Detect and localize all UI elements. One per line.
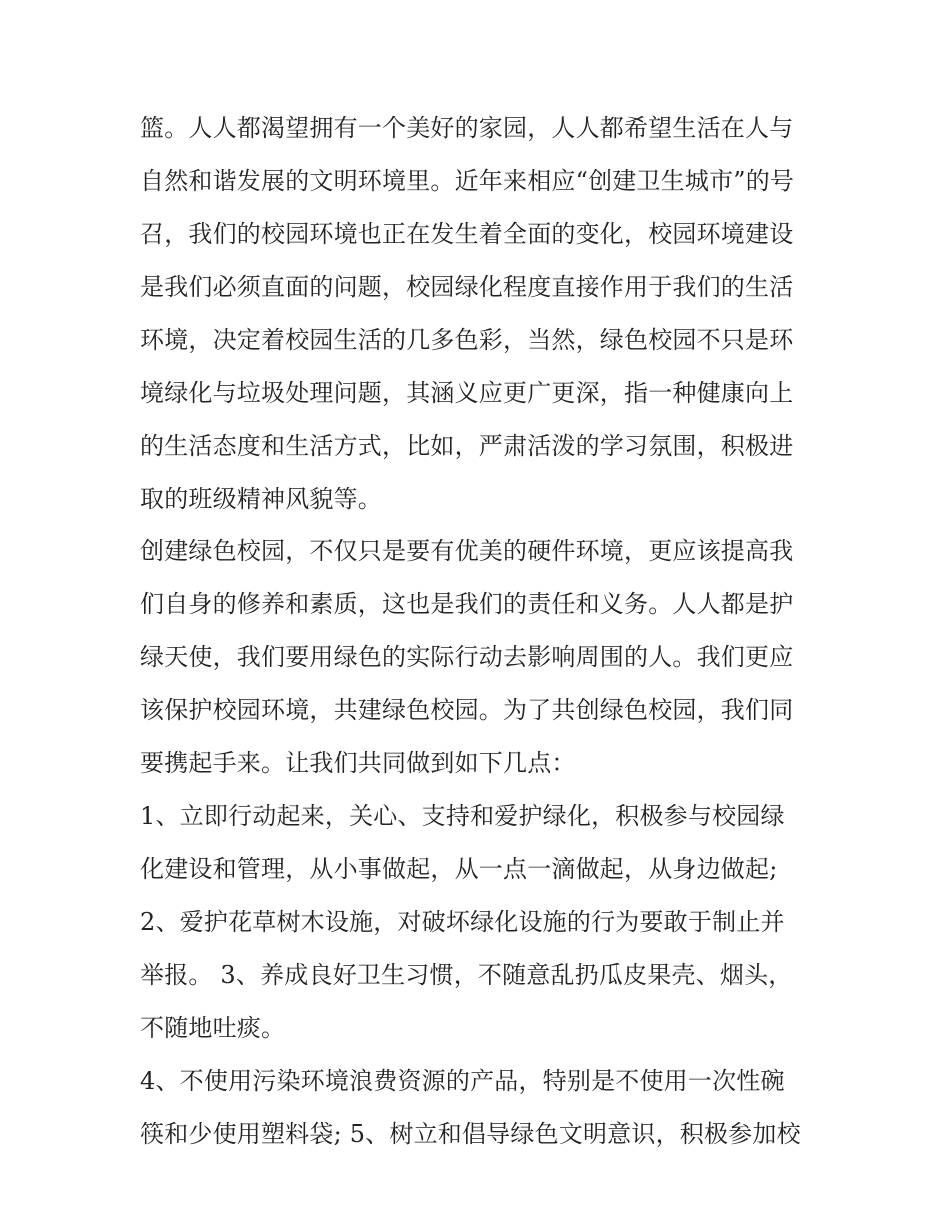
text-line: 的生活态度和生活方式，比如，严肃活泼的学习氛围，积极进	[140, 432, 794, 460]
text-line: 2、爱护花草树木设施，对破坏绿化设施的行为要敢于制止并	[140, 908, 785, 936]
text-line: 是我们必须直面的问题，校园绿化程度直接作用于我们的生活	[140, 273, 794, 301]
text-line: 绿天使，我们要用绿色的实际行动去影响周围的人。我们更应	[140, 643, 794, 671]
text-line: 召，我们的校园环境也正在发生着全面的变化，校园环境建设	[140, 220, 794, 248]
text-line: 创建绿色校园，不仅只是要有优美的硬件环境，更应该提高我	[140, 537, 794, 565]
text-line: 境绿化与垃圾处理问题，其涵义应更广更深，指一种健康向上	[140, 379, 794, 407]
text-line: 举报。 3、养成良好卫生习惯，不随意乱扔瓜皮果壳、烟头，	[140, 961, 793, 989]
text-line: 不随地吐痰。	[140, 1014, 286, 1042]
text-line: 1、立即行动起来，关心、支持和爱护绿化，积极参与校园绿	[140, 802, 785, 830]
text-line: 篮。人人都渴望拥有一个美好的家园，人人都希望生活在人与	[140, 114, 794, 142]
text-line: 该保护校园环境，共建绿色校园。为了共创绿色校园，我们同	[140, 696, 794, 724]
text-line: 4、不使用污染环境浪费资源的产品，特别是不使用一次性碗	[140, 1067, 785, 1095]
text-line: 自然和谐发展的文明环境里。近年来相应“创建卫生城市”的号	[140, 167, 795, 195]
text-line: 们自身的修养和素质，这也是我们的责任和义务。人人都是护	[140, 590, 794, 618]
text-line: 筷和少使用塑料袋; 5、树立和倡导绿色文明意识，积极参加校	[140, 1120, 801, 1148]
text-line: 环境，决定着校园生活的几多色彩，当然，绿色校园不只是环	[140, 326, 794, 354]
text-line: 要携起手来。让我们共同做到如下几点：	[140, 749, 576, 777]
text-line: 化建设和管理，从小事做起，从一点一滴做起，从身边做起;	[140, 855, 778, 883]
text-line: 取的班级精神风貌等。	[140, 485, 382, 513]
